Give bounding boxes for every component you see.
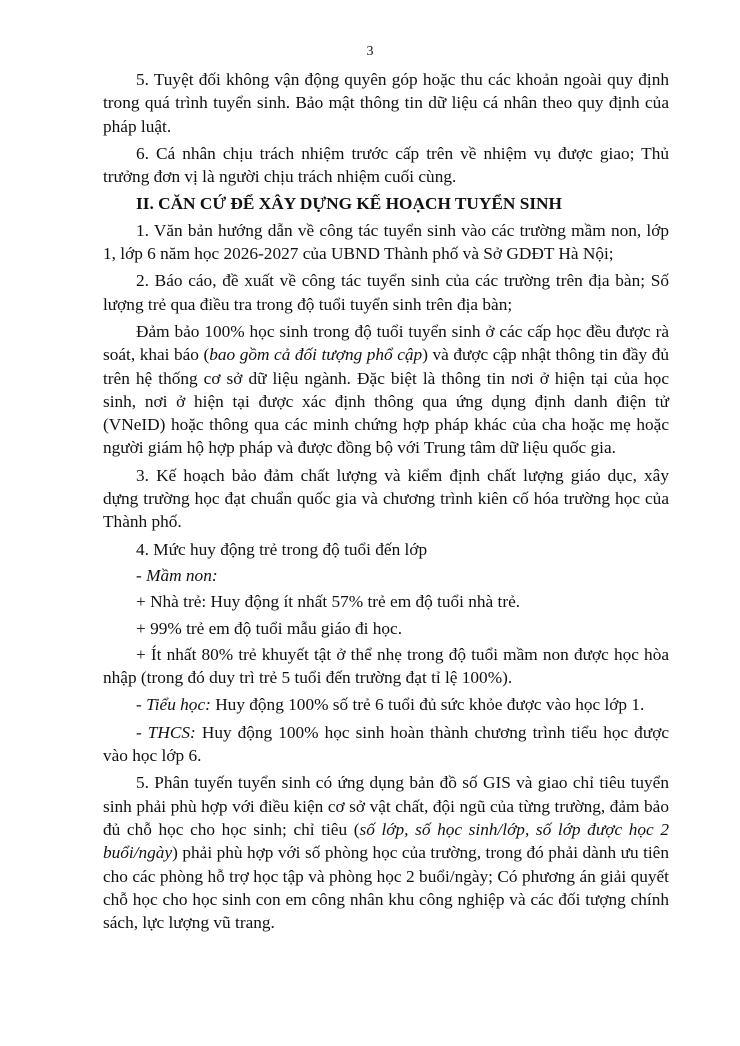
basis-item-4: 4. Mức huy động trẻ trong độ tuổi đến lớp [136,539,428,559]
basis-item-5 [103,771,669,934]
paragraph-item-5: 5. Tuyệt đối không vận động quyên góp hoặc thu các khoản ngoài quy định trong quá trình tuyển sinh. Bảo mật thông tin dữ liệu cá nhân theo quy định của pháp luật. [103,70,669,136]
preschool-label [103,564,669,587]
document-body [103,68,669,938]
preschool-label-text: - Mầm non: [136,565,218,585]
secondary-item [103,721,669,768]
basis-item-2: 2. Báo cáo, đề xuất về công tác tuyển sinh của các trường trên địa bàn; Số lượng trẻ qua điều tra trong độ tuổi tuyển sinh trên địa bàn; [103,271,669,314]
secondary-label: - THCS: [136,722,196,742]
page-number: 3 [366,44,374,59]
paragraph-item-6: 6. Cá nhân chịu trách nhiệm trước cấp trên về nhiệm vụ được giao; Thủ trưởng đơn vị là người chịu trách nhiệm cuối cùng. [103,143,669,187]
secondary-text: Huy động 100% học sinh hoàn thành chương trình tiểu học được vào học lớp 6. [103,722,669,766]
basis-item-3: 3. Kế hoạch bảo đảm chất lượng và kiểm định chất lượng giáo dục, xây dựng trường học đạt chuẩn quốc gia và chương trình kiên cố hóa trường học của Thành phố. [103,465,669,532]
preschool-item-2: + 99% trẻ em độ tuổi mẫu giáo đi học. [136,618,403,638]
preschool-item-1: + Nhà trẻ: Huy động ít nhất 57% trẻ em độ tuổi nhà trẻ. [136,592,521,612]
primary-label: - Tiểu học: [136,695,211,715]
basis-item-1: 1. Văn bản hướng dẫn về công tác tuyển sinh vào các trường mầm non, lớp 1, lớp 6 năm học 2026-2027 của UBND Thành phố và Sở GDĐT Hà Nội; [103,220,669,264]
section-heading-ii: II. CĂN CỨ ĐỂ XÂY DỰNG KẾ HOẠCH TUYỂN SINH [136,194,562,214]
italic-run: số lớp, số học sinh/lớp, số lớp được học 2 buổi/ngày [103,819,669,863]
text-run: ) phải phù hợp với số phòng học của trường, trong đó phải dành ưu tiên cho các phòng hỗ trợ học tập và phòng học 2 buổi/ngày; Có phương án giải quyết chỗ học cho học sinh con em công nhân khu công nghiệp và các đối tượng chính sách, lực lượng vũ trang. [103,843,669,933]
italic-run: bao gồm cả đối tượng phổ cập [209,345,423,365]
preschool-item-3: + Ít nhất 80% trẻ khuyết tật ở thể nhẹ trong độ tuổi mầm non được học hòa nhập (trong đó duy trì trẻ 5 tuổi đến trường đạt tỉ lệ 100%). [103,644,669,688]
text-run: Đảm bảo 100% học sinh trong độ tuổi tuyển sinh ở các cấp học đều được rà soát, khai báo ( [103,321,669,365]
primary-text: Huy động 100% số trẻ 6 tuổi đủ sức khỏe được vào học lớp 1. [210,695,645,715]
primary-item [103,693,669,716]
text-run: 5. Phân tuyến tuyển sinh có ứng dụng bản đồ số GIS và giao chỉ tiêu tuyển sinh phải phù hợp với điều kiện cơ sở vật chất, đội ngũ của từng trường, đảm bảo đủ chỗ học cho học sinh; chỉ tiêu ( [103,773,669,839]
basis-item-2-detail [103,320,669,460]
text-run: ) và được cập nhật thông tin đầy đủ trên hệ thống cơ sở dữ liệu ngành. Đặc biệt là thông tin nơi ở hiện tại của học sinh, nơi ở hiện tại được xác định thông qua ứng dụng định danh điện tử (VNeID) hoặc thông qua các minh chứng hợp pháp khác của cha hoặc mẹ hoặc người giám hộ hợp pháp và được đồng bộ với Trung tâm dữ liệu quốc gia. [103,345,669,458]
